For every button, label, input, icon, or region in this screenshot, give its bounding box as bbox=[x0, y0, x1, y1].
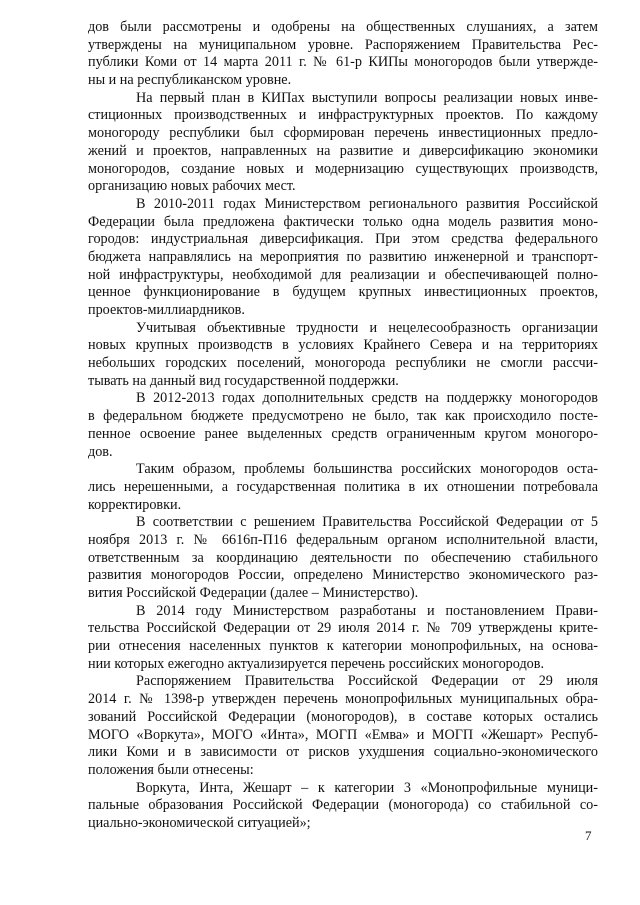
text-line: Учитывая объективные трудности и нецелесообразность организации bbox=[136, 319, 598, 336]
text-line: циально-экономической ситуацией»; bbox=[88, 814, 311, 831]
text-line: развития моногородов России, определено Министерство экономического раз- bbox=[88, 567, 598, 584]
text-line: лись нерешенными, а государственная политика в их отношении потребовала bbox=[88, 478, 598, 495]
text-line: В 2012-2013 годах дополнительных средств на поддержку моногородов bbox=[136, 390, 598, 407]
text-line: моногородов, создание новых и модернизацию существующих производств, bbox=[88, 160, 598, 177]
text-line: ной инфраструктуры, необходимой для реализации и обеспечивающей полно- bbox=[88, 266, 598, 283]
text-line: тывать на данный вид государственной поддержки. bbox=[88, 372, 399, 389]
text-line: городов: индустриальная диверсификация. При этом средства федерального bbox=[88, 231, 598, 248]
text-line: 2014 г. № 1398-р утвержден перечень монопрофильных муниципальных обра- bbox=[88, 691, 598, 708]
paragraph bbox=[88, 390, 598, 461]
text-line: дов. bbox=[88, 443, 113, 460]
paragraph bbox=[88, 514, 598, 602]
text-line: в федеральном бюджете предусмотрено не было, так как происходило посте- bbox=[88, 408, 598, 425]
text-line: новых крупных производств в условиях Крайнего Севера и на территориях bbox=[88, 337, 598, 354]
text-line: дов были рассмотрены и одобрены на общественных слушаниях, а затем bbox=[88, 19, 598, 35]
body-text bbox=[88, 19, 598, 833]
text-line: небольших городских поселений, моногорода республики не смогли рассчи- bbox=[88, 355, 598, 372]
text-line: На первый план в КИПах выступили вопросы реализации новых инве- bbox=[136, 89, 598, 106]
text-line: корректировки. bbox=[88, 496, 182, 513]
text-line: ценное функционирование в будущем крупных инвестиционных проектов, bbox=[88, 284, 598, 301]
text-line: вития Российской Федерации (далее – Министерство). bbox=[88, 585, 419, 601]
paragraph bbox=[88, 603, 598, 674]
paragraph bbox=[88, 90, 598, 196]
text-line: моногороду республики был сформирован перечень инвестиционных предло- bbox=[88, 125, 598, 142]
text-line: публики Коми от 14 марта 2011 г. № 61-р КИПы моногородов были утвержде- bbox=[88, 54, 598, 71]
text-line: В 2010-2011 годах Министерством регионального развития Российской bbox=[136, 195, 598, 212]
paragraph bbox=[88, 19, 598, 90]
text-line: ноября 2013 г. № 6616п-П16 федеральным органом исполнительной власти, bbox=[88, 531, 598, 548]
text-line: В 2014 году Министерством разработаны и постановлением Прави- bbox=[136, 602, 598, 619]
text-line: ответственным за координацию деятельности по обеспечению стабильного bbox=[88, 549, 598, 566]
paragraph bbox=[88, 673, 598, 779]
text-line: Федерации была предложена фактически только одна модель развития моно- bbox=[88, 213, 598, 230]
paragraph bbox=[88, 461, 598, 514]
text-line: стиционных производственных и инфраструктурных проектов. По каждому bbox=[88, 107, 598, 124]
paragraph bbox=[88, 196, 598, 320]
text-line: лики Коми и в зависимости от рисков ухудшения социально-экономического bbox=[88, 744, 598, 761]
text-line: Распоряжением Правительства Российской Федерации от 29 июля bbox=[136, 673, 598, 690]
text-line: нии которых ежегодно актуализируется перечень российских моногородов. bbox=[88, 655, 545, 672]
text-line: МОГО «Воркута», МОГО «Инта», МОГП «Емва» и МОГП «Жешарт» Респуб- bbox=[88, 726, 598, 743]
paragraph bbox=[88, 780, 598, 833]
text-line: положения были отнесены: bbox=[88, 761, 254, 778]
text-line: организацию новых рабочих мест. bbox=[88, 178, 296, 195]
text-line: В соответствии с решением Правительства Российской Федерации от 5 bbox=[136, 514, 598, 531]
text-line: тельства Российской Федерации от 29 июля 2014 г. № 709 утверждены крите- bbox=[88, 620, 598, 637]
text-line: Воркута, Инта, Жешарт – к категории 3 «Монопрофильные муници- bbox=[136, 779, 598, 796]
page-number: 7 bbox=[585, 828, 592, 843]
text-line: жений и проектов, направленных на развитие и диверсификацию экономики bbox=[88, 142, 598, 159]
text-line: утверждены на муниципальном уровне. Распоряжением Правительства Рес- bbox=[88, 36, 598, 53]
text-line: зований Российской Федерации (моногородов), в составе которых остались bbox=[88, 708, 598, 725]
text-line: проектов-миллиардников. bbox=[88, 302, 245, 318]
text-line: рии отнесения населенных пунктов к категории монопрофильных, на основа- bbox=[88, 638, 598, 655]
text-line: пальные образования Российской Федерации (моногорода) со стабильной со- bbox=[88, 797, 598, 814]
paragraph bbox=[88, 320, 598, 391]
text-line: пенное освоение ранее выделенных средств ограниченным кругом моногоро- bbox=[88, 425, 598, 442]
text-line: бюджета направлялись на мероприятия по развитию инженерной и транспорт- bbox=[88, 248, 598, 265]
text-line: ны и на республиканском уровне. bbox=[88, 72, 292, 89]
text-line: Таким образом, проблемы большинства российских моногородов оста- bbox=[136, 461, 598, 478]
